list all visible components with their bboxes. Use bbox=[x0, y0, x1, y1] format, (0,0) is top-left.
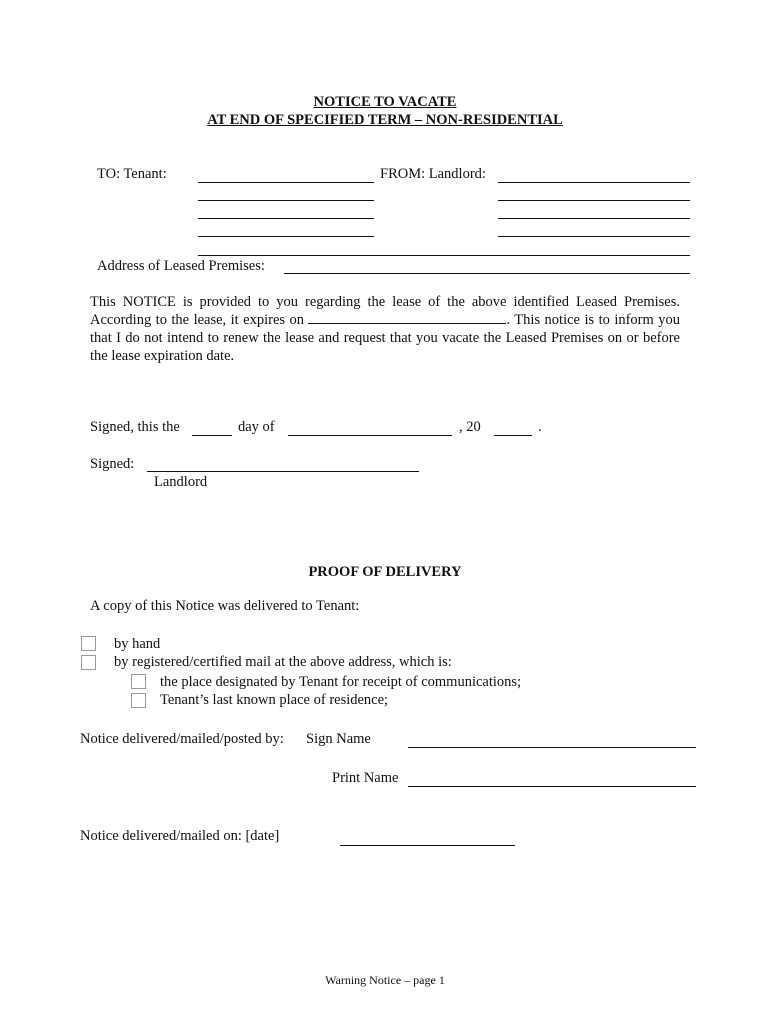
print-name-label: Print Name bbox=[332, 770, 399, 786]
last-known-residence-label: Tenant’s last known place of residence; bbox=[160, 692, 389, 708]
year-field[interactable] bbox=[494, 435, 532, 436]
page-footer: Warning Notice – page 1 bbox=[325, 973, 445, 987]
to-tenant-label: TO: Tenant: bbox=[97, 166, 167, 182]
year-prefix-label: , 20 bbox=[459, 419, 481, 435]
day-field[interactable] bbox=[192, 435, 232, 436]
by-hand-checkbox[interactable] bbox=[81, 636, 96, 651]
designated-place-checkbox[interactable] bbox=[131, 674, 146, 689]
tenant-address-line-2[interactable] bbox=[198, 218, 374, 219]
notice-body-part1: This NOTICE is provided to you regarding the lease of the above identified Leased Premises. According to the lease, it expires on bbox=[90, 294, 680, 328]
by-mail-checkbox[interactable] bbox=[81, 655, 96, 670]
print-name-field[interactable] bbox=[408, 786, 696, 787]
sign-name-label: Sign Name bbox=[306, 731, 371, 747]
landlord-name-field[interactable] bbox=[498, 182, 690, 183]
last-known-residence-checkbox[interactable] bbox=[131, 693, 146, 708]
separator-line bbox=[198, 255, 690, 256]
period-mark: . bbox=[538, 419, 542, 435]
delivered-by-label: Notice delivered/mailed/posted by: bbox=[80, 731, 284, 747]
tenant-name-field[interactable] bbox=[198, 182, 374, 183]
proof-intro: A copy of this Notice was delivered to Tenant: bbox=[90, 598, 360, 614]
delivery-date-field[interactable] bbox=[340, 845, 515, 846]
landlord-caption: Landlord bbox=[154, 474, 208, 490]
landlord-address-line-1[interactable] bbox=[498, 200, 690, 201]
tenant-address-line-3[interactable] bbox=[198, 236, 374, 237]
address-label: Address of Leased Premises: bbox=[97, 258, 265, 274]
document-title-line2: AT END OF SPECIFIED TERM – NON-RESIDENTIAL bbox=[207, 112, 563, 128]
tenant-address-line-1[interactable] bbox=[198, 200, 374, 201]
landlord-address-line-3[interactable] bbox=[498, 236, 690, 237]
month-field[interactable] bbox=[288, 435, 452, 436]
notice-body-part2: . This notice is to inform you that I do not intend to renew the lease and request that you vacate the Leased Premises on or before the lease expiration date. bbox=[90, 312, 680, 364]
address-field[interactable] bbox=[284, 273, 690, 274]
signed-label: Signed: bbox=[90, 456, 135, 472]
sign-name-field[interactable] bbox=[408, 747, 696, 748]
proof-of-delivery-heading: PROOF OF DELIVERY bbox=[308, 564, 462, 580]
lease-expiry-date-field[interactable] bbox=[308, 311, 506, 324]
by-mail-label: by registered/certified mail at the above address, which is: bbox=[114, 654, 452, 670]
landlord-address-line-2[interactable] bbox=[498, 218, 690, 219]
delivered-on-label: Notice delivered/mailed on: [date] bbox=[80, 828, 280, 844]
day-of-label: day of bbox=[238, 419, 275, 435]
signed-this-label: Signed, this the bbox=[90, 419, 180, 435]
designated-place-label: the place designated by Tenant for receipt of communications; bbox=[160, 674, 522, 690]
landlord-signature-field[interactable] bbox=[147, 471, 419, 472]
document-title-line1: NOTICE TO VACATE bbox=[313, 94, 457, 110]
notice-body bbox=[90, 293, 680, 365]
by-hand-label: by hand bbox=[114, 636, 161, 652]
from-landlord-label: FROM: Landlord: bbox=[380, 166, 486, 182]
